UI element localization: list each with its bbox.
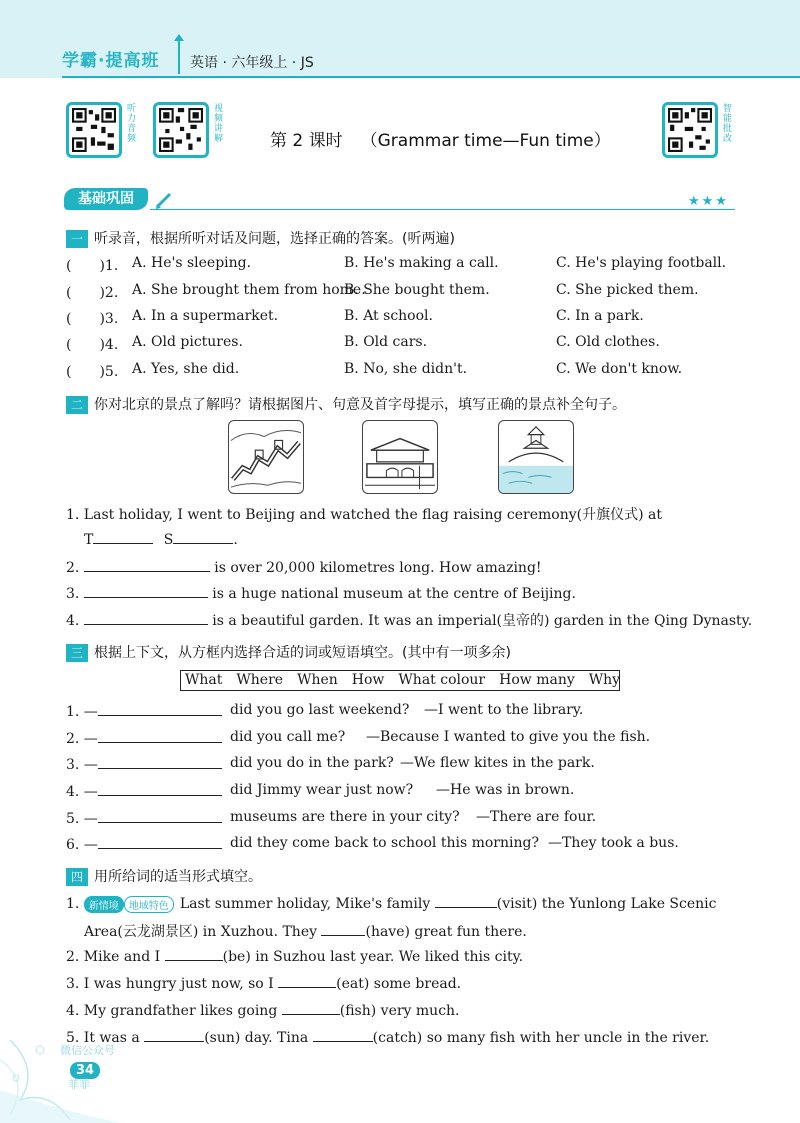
question-text: 4. My grandfather likes going: [66, 1003, 278, 1019]
question-text: (sun) day. Tina: [204, 1030, 309, 1046]
word-option: How: [351, 672, 385, 688]
section-4-q1-cont: [84, 921, 527, 941]
lesson-subtitle: （Grammar time—Fun time）: [360, 131, 611, 151]
answer-blank[interactable]: [84, 611, 208, 625]
section-number: 二: [66, 396, 88, 414]
answer-blank[interactable]: [84, 558, 210, 572]
section-3-q3: [66, 755, 222, 773]
answer-text: —They took a bus.: [548, 835, 679, 851]
summer-palace-picture: [498, 420, 574, 494]
question-number: 4. —: [66, 784, 98, 800]
section-4-q4: [66, 1001, 460, 1019]
question-number: 1. —: [66, 704, 98, 720]
question-text: did you go last weekend?: [230, 702, 410, 718]
option-b[interactable]: B. No, she didn't.: [344, 361, 468, 377]
answer-text: —I went to the library.: [424, 702, 584, 718]
option-a[interactable]: A. In a supermarket.: [132, 308, 279, 324]
question-text: did Jimmy wear just now?: [230, 782, 414, 798]
answer-blank[interactable]: [144, 1028, 204, 1042]
word-option: Why: [588, 672, 621, 688]
section-1-heading: [66, 228, 455, 248]
qr-code-icon: [668, 108, 712, 152]
option-b[interactable]: B. He's making a call.: [344, 255, 499, 271]
tiananmen-picture: [362, 420, 438, 494]
section-2-q1: 1. Last holiday, I went to Beijing and watched the flag raising ceremony(升旗仪式) at: [66, 507, 662, 523]
summer-palace-illustration: [499, 421, 573, 493]
question-text: is over 20,000 kilometres long. How amazing!: [214, 560, 542, 576]
lesson-number: 第 2 课时: [270, 131, 343, 151]
hint-letter-t: T: [84, 532, 94, 548]
great-wall-picture: [228, 420, 304, 494]
answer-blank[interactable]: [98, 755, 222, 769]
answer-blank[interactable]: [98, 835, 222, 849]
question-text: is a huge national museum at the centre of Beijing.: [212, 586, 576, 602]
option-c[interactable]: C. Old clothes.: [556, 334, 660, 350]
answer-blank[interactable]: [98, 702, 222, 716]
lesson-title: [270, 126, 611, 151]
answer-text: —We flew kites in the park.: [400, 755, 595, 771]
section-number: 一: [66, 230, 88, 248]
great-wall-illustration: [229, 421, 303, 493]
tiananmen-illustration: [363, 421, 437, 493]
question-4-number: ( )4.: [66, 337, 119, 353]
page-number: 34: [70, 1062, 100, 1079]
question-3-number: ( )3.: [66, 311, 119, 327]
hint-letter-s: S: [163, 532, 174, 548]
option-c[interactable]: C. He's playing football.: [556, 255, 727, 271]
question-number: 2.: [66, 560, 80, 576]
section-3-q6: [66, 835, 222, 853]
banner-divider: [150, 209, 735, 210]
question-text: (visit) the Yunlong Lake Scenic: [496, 896, 717, 912]
question-text: 2. Mike and I: [66, 949, 161, 965]
answer-text: —There are four.: [476, 809, 597, 825]
word-option: What: [185, 672, 223, 688]
question-text: is a beautiful garden. It was an imperial(皇帝的) garden in the Qing Dynasty.: [212, 613, 753, 629]
question-5-number: ( )5.: [66, 364, 119, 380]
section-4-heading: [66, 866, 262, 886]
answer-blank[interactable]: [98, 729, 222, 743]
watermark-line-2: 菲菲: [68, 1078, 90, 1091]
new-context-tag: 新情境: [84, 896, 124, 913]
watermark: [60, 1044, 115, 1058]
qr-label-audio: 听力音频: [127, 104, 137, 144]
header-divider: [62, 76, 800, 78]
difficulty-stars: ★★★: [688, 194, 729, 209]
section-title: 根据上下文，从方框内选择合适的词或短语填空。(其中有一项多余): [94, 645, 511, 661]
section-title: 你对北京的景点了解吗？请根据图片、句意及首字母提示，填写正确的景点补全句子。: [94, 397, 626, 413]
qr-label-grading: 智能批改: [723, 104, 733, 144]
question-text: (have) great fun there.: [365, 924, 527, 940]
section-2-q3: [66, 584, 576, 602]
option-c[interactable]: C. In a park.: [556, 308, 644, 324]
question-number: 5. —: [66, 811, 98, 827]
question-text: (be) in Suzhou last year. We liked this city.: [222, 949, 524, 965]
section-number: 三: [66, 644, 88, 662]
question-text: 3. I was hungry just now, so I: [66, 976, 274, 992]
answer-blank[interactable]: [173, 530, 233, 544]
answer-blank[interactable]: [313, 1028, 373, 1042]
section-number: 四: [66, 868, 88, 886]
answer-blank[interactable]: [93, 530, 153, 544]
subject-label: 英语 · 六年级上 · JS: [190, 55, 314, 71]
qr-code-icon: [72, 108, 116, 152]
word-option: How many: [499, 672, 575, 688]
question-text: museums are there in your city?: [230, 809, 460, 825]
section-3-q2: [66, 729, 222, 747]
qr-code-audio[interactable]: [66, 102, 122, 158]
option-c[interactable]: C. We don't know.: [556, 361, 683, 377]
section-2-heading: [66, 394, 626, 414]
qr-code-video[interactable]: [153, 102, 209, 158]
answer-text: —He was in brown.: [436, 782, 575, 798]
regional-feature-tag: 地域特色: [124, 896, 174, 913]
word-bank: [180, 670, 620, 691]
answer-blank[interactable]: [84, 584, 208, 598]
section-title: 用所给词的适当形式填空。: [94, 869, 262, 885]
section-2-q2: [66, 558, 542, 576]
word-option: When: [297, 672, 338, 688]
option-a[interactable]: A. Yes, she did.: [132, 361, 240, 377]
section-banner: 基础巩固: [64, 188, 148, 210]
section-4-q5: [66, 1028, 709, 1046]
question-text: did you do in the park?: [230, 755, 394, 771]
answer-blank[interactable]: [321, 922, 365, 936]
question-number: 2. —: [66, 731, 98, 747]
option-a[interactable]: A. Old pictures.: [132, 334, 243, 350]
question-text: (fish) very much.: [339, 1003, 460, 1019]
question-2-number: ( )2.: [66, 285, 119, 301]
option-a[interactable]: A. He's sleeping.: [132, 255, 252, 271]
option-b[interactable]: B. Old cars.: [344, 334, 428, 350]
question-number: 4.: [66, 613, 80, 629]
watermark-line-1: 微信公众号: [60, 1044, 115, 1057]
section-2-q1-cont: T S .: [84, 532, 238, 548]
answer-blank[interactable]: [98, 782, 222, 796]
section-4-q2: [66, 947, 523, 965]
word-option: Where: [236, 672, 284, 688]
qr-code-grading[interactable]: [662, 102, 718, 158]
option-b[interactable]: B. At school.: [344, 308, 433, 324]
section-3-q1: [66, 702, 222, 720]
question-text: did they come back to school this morning?: [230, 835, 539, 851]
question-text: 5. It was a: [66, 1030, 140, 1046]
section-2-q4: [66, 610, 752, 630]
section-3-heading: [66, 642, 511, 662]
question-text: did you call me?: [230, 729, 346, 745]
question-number: 6. —: [66, 837, 98, 853]
section-4-q3: [66, 974, 461, 992]
answer-blank[interactable]: [165, 947, 223, 961]
section-title: 听录音，根据所听对话及问题，选择正确的答案。(听两遍): [94, 231, 455, 247]
brand-logo: 学霸·提高班: [62, 51, 160, 71]
answer-blank[interactable]: [278, 974, 336, 988]
word-option: What colour: [398, 672, 486, 688]
answer-text: —Because I wanted to give you the fish.: [366, 729, 651, 745]
qr-label-video: 视频讲解: [214, 104, 224, 144]
question-text: (catch) so many fish with her uncle in the river.: [372, 1030, 710, 1046]
question-text: Last summer holiday, Mike's family: [179, 896, 431, 912]
qr-code-icon: [159, 108, 203, 152]
question-text: Area(云龙湖景区) in Xuzhou. They: [84, 924, 318, 940]
answer-blank[interactable]: [282, 1001, 340, 1015]
option-a[interactable]: A. She brought them from home.: [132, 282, 366, 298]
pencil-icon: [154, 190, 176, 210]
question-text: (eat) some bread.: [336, 976, 462, 992]
answer-blank[interactable]: [98, 809, 222, 823]
brand-arrow-icon: [178, 38, 180, 74]
section-3-q5: [66, 809, 222, 827]
question-number: 3.: [66, 586, 80, 602]
question-number: 1.: [66, 896, 80, 912]
option-c[interactable]: C. She picked them.: [556, 282, 699, 298]
section-4-q1: [66, 894, 716, 913]
option-b[interactable]: B. She bought them.: [344, 282, 490, 298]
answer-blank[interactable]: [435, 894, 497, 908]
question-number: 3. —: [66, 757, 98, 773]
section-3-q4: [66, 782, 222, 800]
question-1-number: ( )1.: [66, 258, 119, 274]
